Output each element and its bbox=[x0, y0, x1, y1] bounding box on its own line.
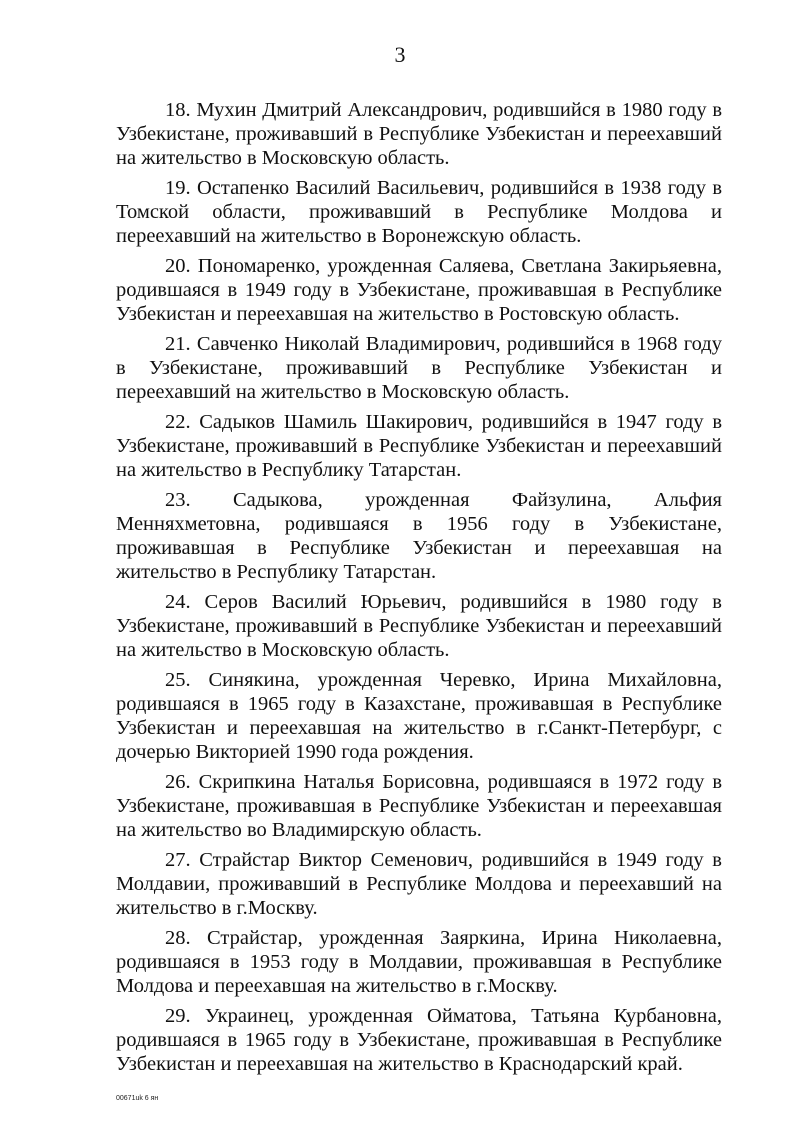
list-item: 28. Страйстар, урожденная Заяркина, Ирина Николаевна, родившаяся в 1953 году в Молдавии, проживавшая в Республике Молдова и переехавшая на жительство в г.Москву. bbox=[116, 927, 722, 997]
list-item: 27. Страйстар Виктор Семенович, родившийся в 1949 году в Молдавии, проживавший в Республике Молдова и переехавший на жительство в г.Москву. bbox=[116, 849, 722, 919]
list-item: 23. Садыкова, урожденная Файзулина, Альфия Менняхметовна, родившаяся в 1956 году в Узбекистане, проживавшая в Республике Узбекистан и переехавшая на жительство в Республику Татарстан. bbox=[116, 489, 722, 583]
list-item: 29. Украинец, урожденная Ойматова, Татьяна Курбановна, родившаяся в 1965 году в Узбекистане, проживавшая в Республике Узбекистан и переехавшая на жительство в Краснодарский край. bbox=[116, 1005, 722, 1075]
list-item: 20. Пономаренко, урожденная Саляева, Светлана Закирьяевна, родившаяся в 1949 году в Узбекистане, проживавшая в Республике Узбекистан и переехавшая на жительство в Ростовскую область. bbox=[116, 255, 722, 325]
page-number: 3 bbox=[394, 42, 406, 67]
list-item: 22. Садыков Шамиль Шакирович, родившийся в 1947 году в Узбекистане, проживавший в Республике Узбекистан и переехавший на жительство в Республику Татарстан. bbox=[116, 411, 722, 481]
list-item: 18. Мухин Дмитрий Александрович, родившийся в 1980 году в Узбекистане, проживавший в Республике Узбекистан и переехавший на жительство в Московскую область. bbox=[116, 99, 722, 169]
list-item: 21. Савченко Николай Владимирович, родившийся в 1968 году в Узбекистане, проживавший в Республике Узбекистан и переехавший на жительство в Московскую область. bbox=[116, 333, 722, 403]
entry-list bbox=[116, 98, 722, 1082]
document-code: 00671uk 6 ян bbox=[116, 1095, 159, 1102]
list-item: 19. Остапенко Василий Васильевич, родившийся в 1938 году в Томской области, проживавший в Республике Молдова и переехавший на жительство в Воронежскую область. bbox=[116, 177, 722, 247]
list-item: 25. Синякина, урожденная Черевко, Ирина Михайловна, родившаяся в 1965 году в Казахстане, проживавшая в Республике Узбекистан и переехавшая на жительство в г.Санкт-Петербург, с дочерью Викторией 1990 года рождения. bbox=[116, 669, 722, 763]
list-item: 24. Серов Василий Юрьевич, родившийся в 1980 году в Узбекистане, проживавший в Республике Узбекистан и переехавший на жительство в Московскую область. bbox=[116, 591, 722, 661]
list-item: 26. Скрипкина Наталья Борисовна, родившаяся в 1972 году в Узбекистане, проживавшая в Республике Узбекистан и переехавшая на жительство во Владимирскую область. bbox=[116, 771, 722, 841]
